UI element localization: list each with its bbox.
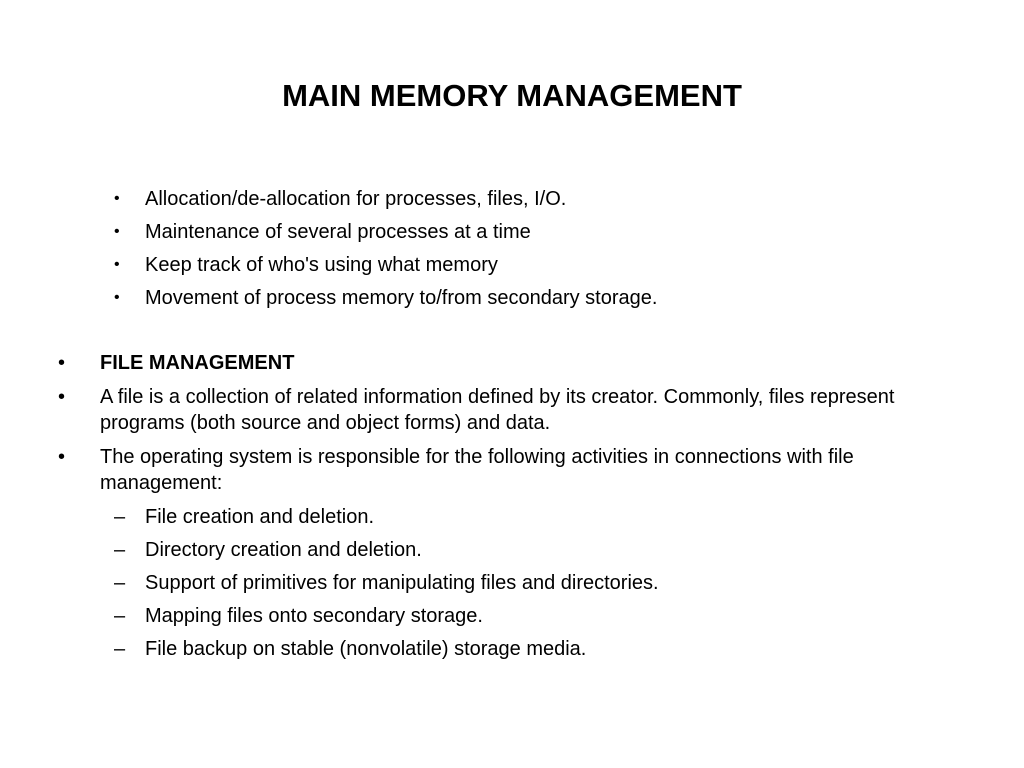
list-item-text: Directory creation and deletion. — [145, 539, 422, 561]
list-item — [114, 219, 985, 245]
list-item-text: Allocation/de-allocation for processes, files, I/O. — [145, 188, 567, 210]
bullet-icon: • — [58, 446, 66, 468]
bullet-icon: • — [58, 352, 66, 374]
list-item — [114, 252, 985, 278]
list-item — [114, 504, 980, 530]
dash-icon: – — [114, 605, 126, 627]
file-management-heading: FILE MANAGEMENT — [100, 352, 295, 374]
list-item — [58, 444, 980, 662]
list-item-text: Mapping files onto secondary storage. — [145, 605, 483, 627]
list-item — [114, 603, 980, 629]
bullet-icon: • — [114, 256, 120, 273]
list-item — [114, 537, 980, 563]
list-item — [58, 384, 980, 436]
list-item — [114, 186, 985, 212]
dash-icon: – — [114, 572, 126, 594]
slide-title: MAIN MEMORY MANAGEMENT — [282, 78, 742, 113]
bullet-icon: • — [114, 223, 120, 240]
bullet-icon: • — [58, 386, 66, 408]
list-item — [114, 285, 985, 311]
list-item-text: Movement of process memory to/from secondary storage. — [145, 287, 658, 309]
bullet-icon: • — [114, 190, 120, 207]
list-item-text: Support of primitives for manipulating files and directories. — [145, 572, 659, 594]
file-management-list — [58, 350, 980, 670]
list-item-text: Maintenance of several processes at a time — [145, 221, 531, 243]
dash-icon: – — [114, 539, 126, 561]
list-item-text: Keep track of who's using what memory — [145, 254, 498, 276]
os-responsibility-text: The operating system is responsible for the following activities in connections with file management: — [100, 446, 854, 494]
list-item — [114, 570, 980, 596]
list-item-text: File backup on stable (nonvolatile) storage media. — [145, 638, 587, 660]
list-item — [114, 636, 980, 662]
bullet-icon: • — [114, 289, 120, 306]
dash-icon: – — [114, 506, 126, 528]
file-activities-list — [114, 504, 980, 662]
file-definition-text: A file is a collection of related information defined by its creator. Commonly, files represent programs (both source and object forms) and data. — [100, 386, 895, 434]
list-item-text: File creation and deletion. — [145, 506, 375, 528]
list-item — [58, 350, 980, 376]
memory-management-list — [114, 186, 985, 318]
dash-icon: – — [114, 638, 126, 660]
